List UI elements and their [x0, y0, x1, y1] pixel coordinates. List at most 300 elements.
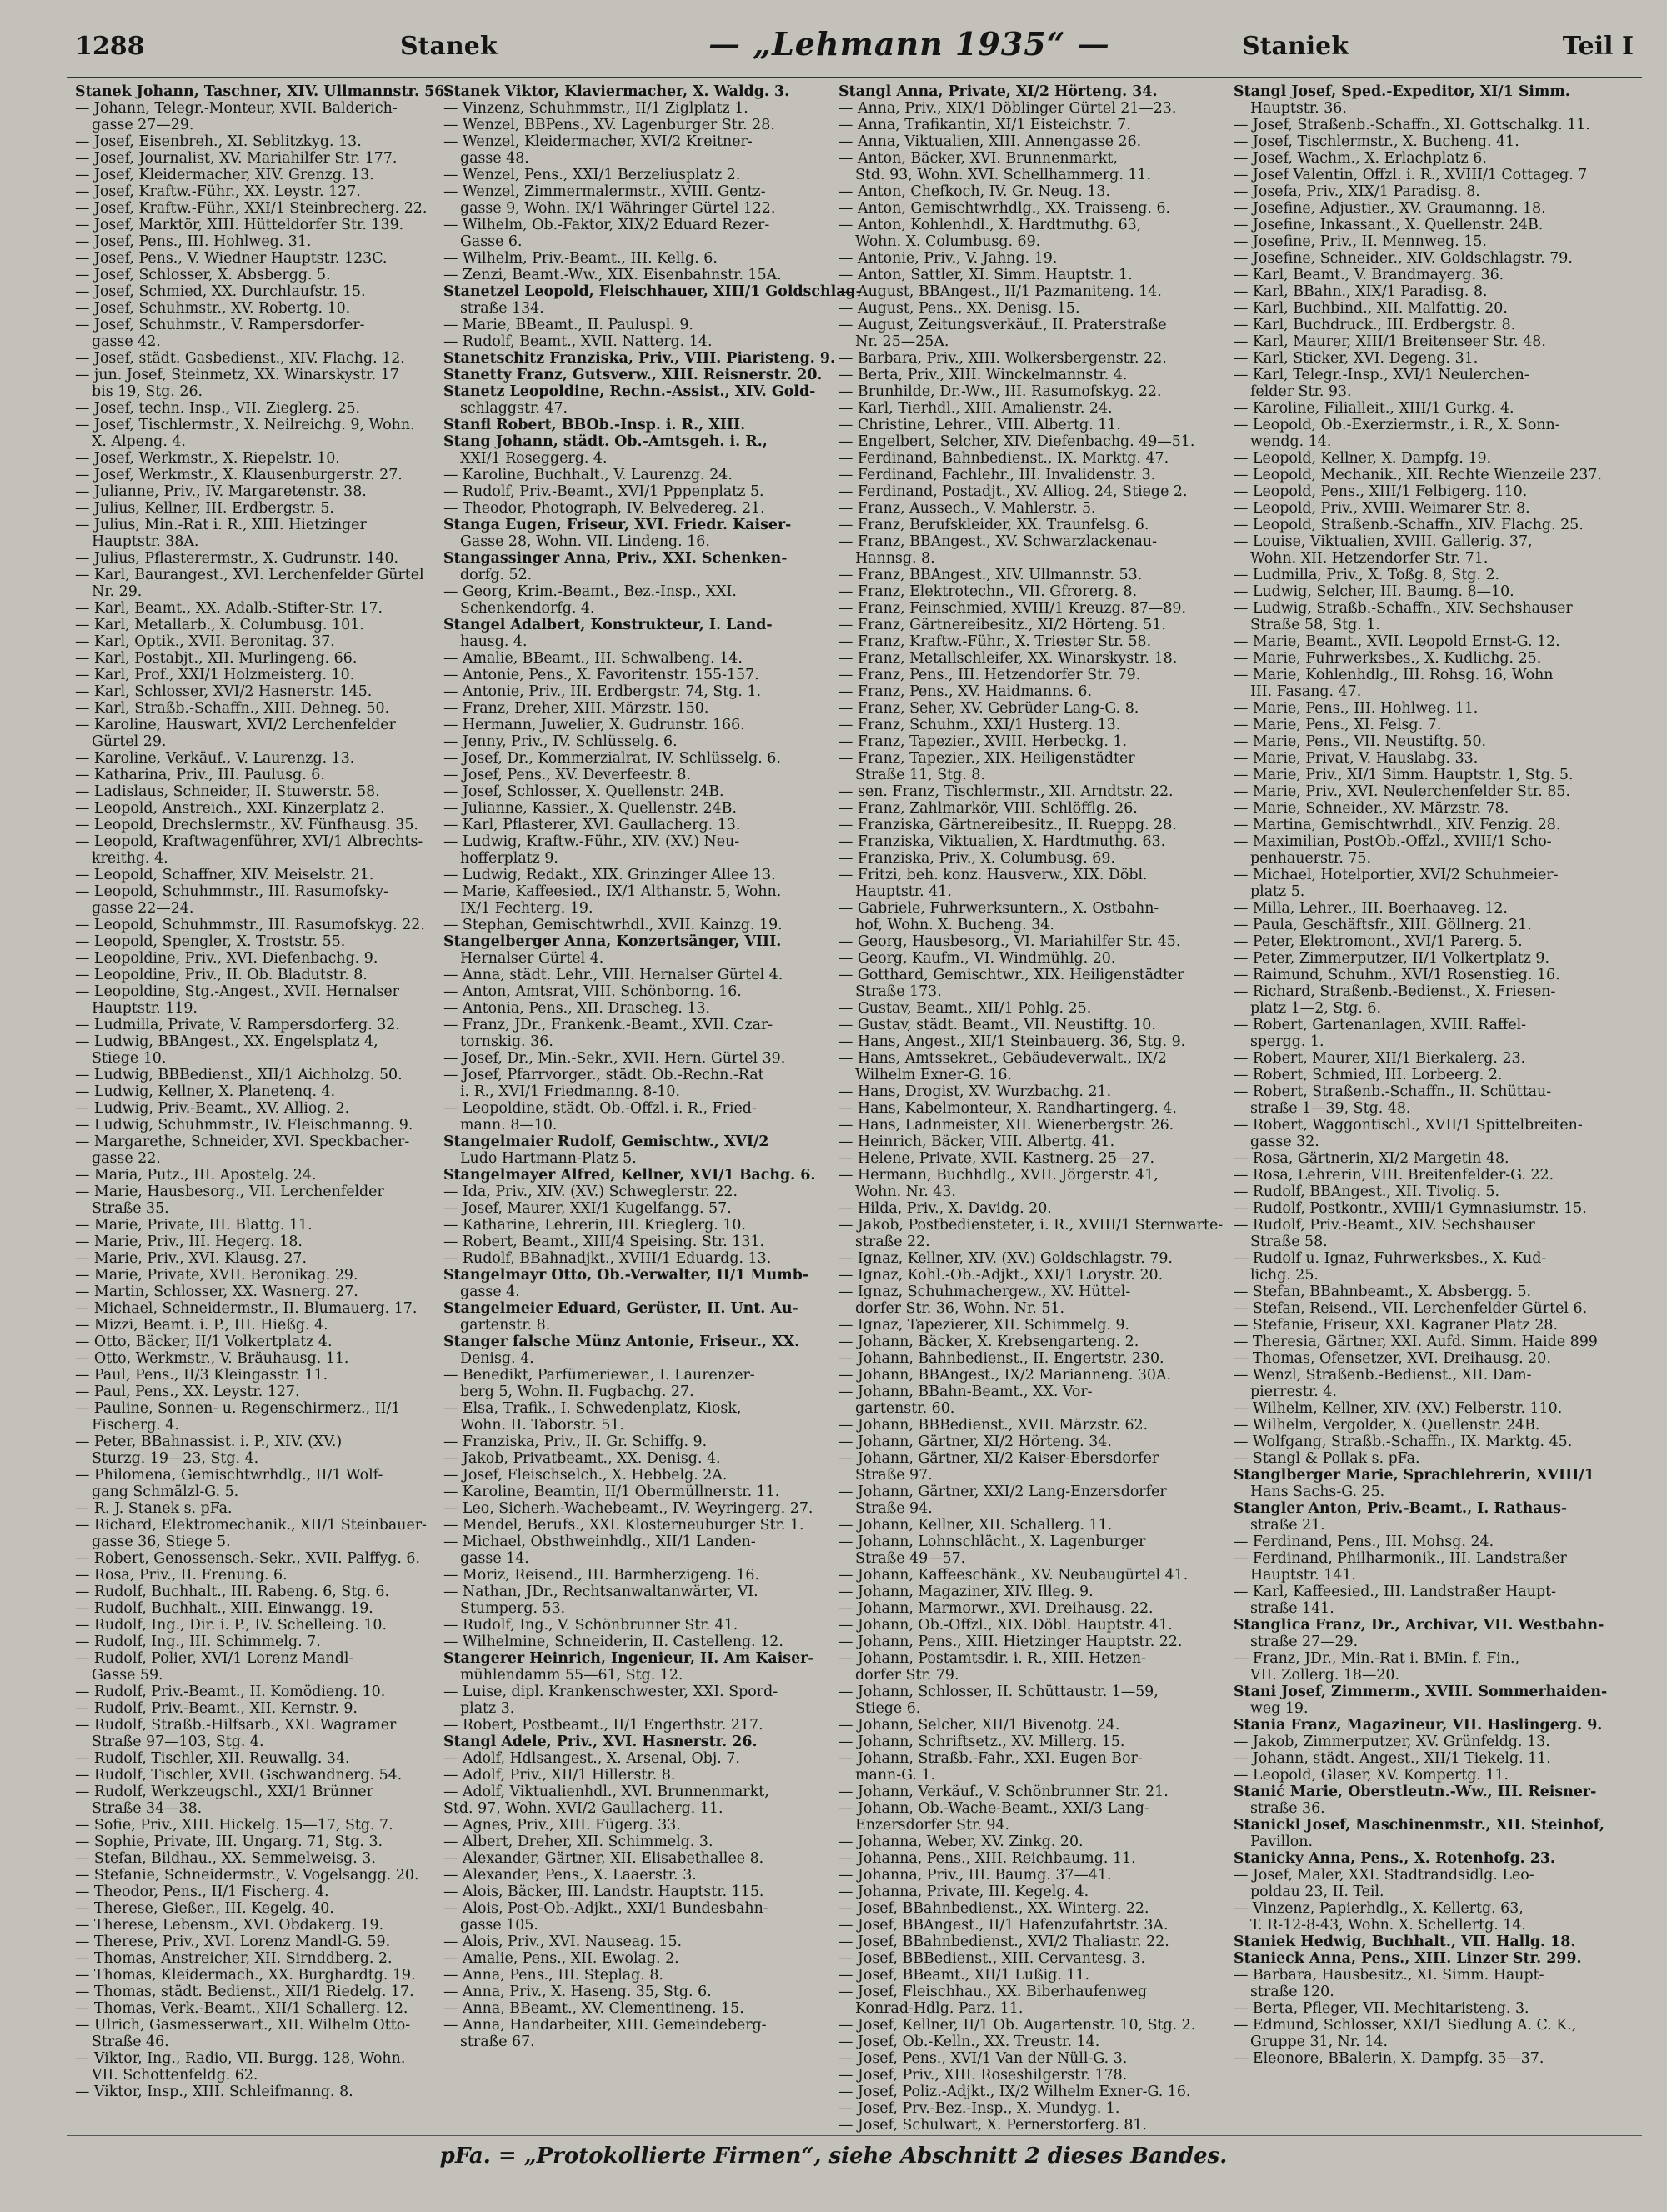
directory-entry: — Johann, Ob.-Offzl., XIX. Döbl. Hauptstr. 41.	[839, 1617, 1173, 1634]
surname-entry: Stangl Anna, Private, XI/2 Hörteng. 34.	[839, 83, 1158, 100]
directory-entry: Straße 35.	[92, 1200, 169, 1217]
directory-entry: — Jakob, Zimmerputzer, XV. Grünfeldg. 13.	[1234, 1734, 1550, 1750]
directory-entry: Stumperg. 53.	[460, 1600, 566, 1617]
directory-entry: — Louise, Viktualien, XVIII. Gallerig. 37,	[1234, 533, 1533, 550]
directory-entry: — Theresia, Gärtner, XXI. Aufd. Simm. Haide 899	[1234, 1334, 1598, 1350]
directory-entry: — Josefine, Adjustier., XV. Graumanng. 18.	[1234, 200, 1546, 217]
header-right-keyword: Staniek	[1242, 32, 1349, 61]
directory-entry: — Johanna, Priv., III. Baumg. 37—41.	[839, 1867, 1112, 1884]
directory-entry: — Josef, Fleischhau., XX. Biberhaufenweg	[839, 1984, 1148, 2000]
directory-entry: — Jenny, Priv., IV. Schlüsselg. 6.	[443, 733, 678, 750]
directory-entry: — Peter, BBahnassist. i. P., XIV. (XV.)	[75, 1434, 343, 1450]
directory-entry: — Leopoldine, Priv., XVI. Diefenbachg. 9.	[75, 950, 378, 967]
directory-entry: Hauptstr. 36.	[1250, 100, 1347, 117]
surname-entry: Stanfl Robert, BBOb.-Insp. i. R., XIII.	[443, 417, 746, 433]
directory-entry: — Johann, Schlosser, II. Schüttaustr. 1—59,	[839, 1684, 1159, 1700]
surname-entry: Stanga Eugen, Friseur, XVI. Friedr. Kaiser-	[443, 517, 792, 533]
directory-entry: — Rudolf, Buchhalt., XIII. Einwangg. 19.	[75, 1600, 373, 1617]
surname-entry: Stanglberger Marie, Sprachlehrerin, XVIII/1	[1234, 1467, 1594, 1484]
directory-entry: straße 134.	[460, 300, 544, 317]
directory-entry: — Wenzel, Kleidermacher, XVI/2 Kreitner-	[443, 133, 753, 150]
directory-entry: — Gotthard, Gemischtwr., XIX. Heiligenstädter	[839, 967, 1184, 983]
directory-entry: straße 21.	[1250, 1517, 1325, 1534]
directory-entry: — Albert, Dreher, XII. Schimmelg. 3.	[443, 1834, 713, 1850]
directory-entry: — Josef, Pens., XV. Deverfeestr. 8.	[443, 767, 691, 783]
directory-entry: hausg. 4.	[460, 633, 528, 650]
directory-entry: — Amalie, BBeamt., III. Schwalbeng. 14.	[443, 650, 743, 667]
directory-entry: Stiege 10.	[92, 1050, 167, 1067]
directory-entry: mann. 8—10.	[460, 1117, 558, 1134]
directory-entry: — Josef, BBahnbedienst., XX. Winterg. 22.	[839, 1900, 1149, 1917]
directory-entry: Fischerg. 4.	[92, 1417, 179, 1434]
directory-entry: — Josef, Prv.-Bez.-Insp., X. Mundyg. 1.	[839, 2100, 1120, 2117]
directory-entry: — Josef, Poliz.-Adjkt., IX/2 Wilhelm Exner-G. 16.	[839, 2084, 1191, 2100]
directory-entry: — Karl, Beamt., XX. Adalb.-Stifter-Str. 17.	[75, 600, 383, 617]
directory-entry: — Ludwig, Schuhmmstr., IV. Fleischmanng. 9.	[75, 1117, 413, 1134]
directory-entry: — Rudolf, Tischler, XVII. Gschwandnerg. 54.	[75, 1767, 403, 1784]
directory-entry: — Karl, Maurer, XIII/1 Breitenseer Str. 48.	[1234, 333, 1546, 350]
directory-entry: — Johann, Postamtsdir. i. R., XIII. Hetzen-	[839, 1650, 1147, 1667]
directory-entry: kreithg. 4.	[92, 850, 168, 867]
directory-entry: straße 120.	[1250, 1984, 1334, 2000]
directory-entry: mann-G. 1.	[855, 1767, 936, 1784]
directory-entry: — August, BBAngest., II/1 Pazmaniteng. 14.	[839, 283, 1162, 300]
directory-entry: — Barbara, Priv., XIII. Wolkersbergenstr. 22.	[839, 350, 1167, 367]
directory-entry: — Leopold, Anstreich., XXI. Kinzerplatz 2.	[75, 800, 385, 817]
directory-entry: straße 141.	[1250, 1600, 1334, 1617]
directory-entry: — Leopoldine, Stg.-Angest., XVII. Hernalser	[75, 983, 399, 1000]
directory-entry: — Thomas, Verk.-Beamt., XII/1 Schallerg. 12.	[75, 2000, 408, 2017]
directory-entry: T. R-12-8-43, Wohn. X. Schellertg. 14.	[1250, 1917, 1526, 1934]
directory-entry: straße 1—39, Stg. 48.	[1250, 1100, 1411, 1117]
directory-entry: Wohn. XII. Hetzendorfer Str. 71.	[1250, 550, 1489, 567]
directory-entry: — Vinzenz, Papierhdlg., X. Kellertg. 63,	[1234, 1900, 1524, 1917]
column-1	[73, 83, 465, 2117]
directory-entry: — Jakob, Postbediensteter, i. R., XVIII/1 Sternwarte-	[839, 1217, 1224, 1234]
directory-entry: — Ludwig, BBBedienst., XII/1 Aichholzg. 50.	[75, 1067, 403, 1083]
directory-entry: — Franz, Dreher, XIII. Märzstr. 150.	[443, 700, 709, 717]
column-4	[1232, 83, 1640, 2117]
directory-entry: Straße 94.	[855, 1500, 933, 1517]
directory-entry: — Johann, Verkäuf., V. Schönbrunner Str. 21.	[839, 1784, 1169, 1800]
directory-entry: — Franz, Tapezier., XVIII. Herbeckg. 1.	[839, 733, 1127, 750]
directory-entry: — Karl, BBahn., XIX/1 Paradisg. 8.	[1234, 283, 1488, 300]
directory-entry: — Franziska, Viktualien, X. Hardtmuthg. 63.	[839, 833, 1166, 850]
directory-entry: — Ladislaus, Schneider, II. Stuwerstr. 58.	[75, 783, 380, 800]
directory-entry: Hannsg. 8.	[855, 550, 935, 567]
directory-entry: — Paula, Geschäftsfr., XIII. Göllnerg. 21.	[1234, 917, 1532, 933]
directory-entry: Wohn. II. Taborstr. 51.	[460, 1417, 624, 1434]
directory-entry: — Josef, Kleidermacher, XIV. Grenzg. 13.	[75, 167, 374, 183]
directory-entry: hof, Wohn. X. Bucheng. 34.	[855, 917, 1054, 933]
directory-entry: — Ludwig, Straßb.-Schaffn., XIV. Sechshauser	[1234, 600, 1573, 617]
directory-entry: — Stefanie, Friseur, XXI. Kagraner Platz 28.	[1234, 1317, 1559, 1334]
directory-entry: — Leopold, Priv., XVIII. Weimarer Str. 8.	[1234, 500, 1530, 517]
directory-entry: Gasse 28, Wohn. VII. Lindeng. 16.	[460, 533, 710, 550]
directory-entry: — Georg, Krim.-Beamt., Bez.-Insp., XXI.	[443, 583, 737, 600]
directory-entry: — Leopold, Kraftwagenführer, XVI/1 Albrechts-	[75, 833, 423, 850]
directory-entry: penhauerstr. 75.	[1250, 850, 1372, 867]
directory-entry: Konrad-Hdlg. Parz. 11.	[855, 2000, 1024, 2017]
directory-entry: — Johann, Gärtner, XXI/2 Lang-Enzersdorfer	[839, 1484, 1167, 1500]
directory-entry: — Anna, Pens., III. Steplag. 8.	[443, 1967, 663, 1984]
directory-entry: — Leo, Sicherh.-Wachebeamt., IV. Weyringerg. 27.	[443, 1500, 813, 1517]
directory-entry: — Karl, Straßb.-Schaffn., XIII. Dehneg. 50.	[75, 700, 390, 717]
directory-entry: — Karl, Postabjt., XII. Murlingeng. 66.	[75, 650, 358, 667]
directory-entry: — Marie, Priv., XVI. Neulerchenfelder Str. 85.	[1234, 783, 1570, 800]
directory-entry: — Rudolf, Ing., Dir. i. P., IV. Schelleing. 10.	[75, 1617, 387, 1634]
directory-entry: — Johann, BBBedienst., XVII. Märzstr. 62.	[839, 1417, 1149, 1434]
directory-entry: weg 19.	[1250, 1700, 1309, 1717]
directory-entry: — Josef, Dr., Min.-Sekr., XVII. Hern. Gürtel 39.	[443, 1050, 786, 1067]
directory-entry: — Therese, Lebensm., XVI. Obdakerg. 19.	[75, 1917, 384, 1934]
directory-entry: — Josef, Fleischselch., X. Hebbelg. 2A.	[443, 1467, 728, 1484]
surname-entry: Stani Josef, Zimmerm., XVIII. Sommerhaiden-	[1234, 1684, 1608, 1700]
directory-entry: — Theodor, Photograph, IV. Belvedereg. 21.	[443, 500, 765, 517]
directory-entry: — Rudolf, Straßb.-Hilfsarb., XXI. Wagramer	[75, 1717, 397, 1734]
directory-entry: — Stefan, Reisend., VII. Lerchenfelder Gürtel 6.	[1234, 1300, 1588, 1317]
directory-entry: — Rudolf, BBahnadjkt., XVIII/1 Eduardg. 13.	[443, 1250, 772, 1267]
directory-entry: — Johann, Gärtner, XI/2 Hörteng. 34.	[839, 1434, 1112, 1450]
directory-entry: Straße 34—38.	[92, 1800, 203, 1817]
directory-entry: — Hans, Angest., XII/1 Steinbauerg. 36, Stg. 9.	[839, 1033, 1186, 1050]
directory-entry: — Robert, Waggontischl., XVII/1 Spittelbreiten-	[1234, 1117, 1583, 1134]
directory-entry: poldau 23, II. Teil.	[1250, 1884, 1384, 1900]
directory-entry: — Christine, Lehrer., VIII. Albertg. 11.	[839, 417, 1121, 433]
directory-entry: — Viktor, Ing., Radio, VII. Burgg. 128, Wohn.	[75, 2050, 406, 2067]
directory-entry: — Ferdinand, Postadjt., XV. Alliog. 24, Stiege 2.	[839, 483, 1188, 500]
directory-entry: — Josef, techn. Insp., VII. Zieglerg. 25.	[75, 400, 361, 417]
directory-entry: — Mizzi, Beamt. i. P., III. Hießg. 4.	[75, 1317, 328, 1334]
directory-entry: — Stefanie, Schneidermstr., V. Vogelsangg. 20.	[75, 1867, 419, 1884]
directory-entry: — Leopold, Schaffner, XIV. Meiselstr. 21.	[75, 867, 374, 883]
directory-entry: — Rosa, Lehrerin, VIII. Breitenfelder-G. 22.	[1234, 1167, 1554, 1184]
directory-entry: gasse 4.	[460, 1284, 520, 1300]
directory-entry: — Alexander, Pens., X. Laaerstr. 3.	[443, 1867, 697, 1884]
directory-entry: — Leopoldine, städt. Ob.-Offzl. i. R., Fried-	[443, 1100, 757, 1117]
directory-entry: — Karl, Sticker, XVI. Degeng. 31.	[1234, 350, 1479, 367]
surname-entry: Stanić Marie, Oberstleutn.-Ww., III. Reisner-	[1234, 1784, 1597, 1800]
directory-entry: Std. 93, Wohn. XVI. Schellhammerg. 11.	[855, 167, 1152, 183]
directory-entry: — Johann, städt. Angest., XII/1 Tiekelg. 11.	[1234, 1750, 1551, 1767]
directory-entry: — Josef, Straßenb.-Schaffn., XI. Gottschalkg. 11.	[1234, 117, 1590, 133]
directory-entry: — Martin, Schlosser, XX. Wasnerg. 27.	[75, 1284, 358, 1300]
directory-entry: — Franz, BBAngest., XV. Schwarzlackenau-	[839, 533, 1158, 550]
directory-entry: gasse 105.	[460, 1917, 538, 1934]
directory-entry: — Georg, Kaufm., VI. Windmühlg. 20.	[839, 950, 1116, 967]
directory-entry: — Franz, BBAngest., XIV. Ullmannstr. 53.	[839, 567, 1143, 583]
directory-entry: — Karoline, Filialleit., XIII/1 Gurkg. 4.	[1234, 400, 1514, 417]
directory-entry: — Margarethe, Schneider, XVI. Speckbacher-	[75, 1134, 410, 1150]
directory-entry: Straße 173.	[855, 983, 942, 1000]
directory-entry: — Marie, Private, III. Blattg. 11.	[75, 1217, 313, 1234]
directory-entry: — Johann, Kellner, XII. Schallerg. 11.	[839, 1517, 1113, 1534]
directory-entry: — Ida, Priv., XIV. (XV.) Schweglerstr. 22.	[443, 1184, 738, 1200]
directory-entry: — Gustav, städt. Beamt., VII. Neustiftg. 10.	[839, 1017, 1156, 1033]
directory-entry: Straße 46.	[92, 2034, 169, 2050]
directory-entry: — Anton, Amtsrat, VIII. Schönborng. 16.	[443, 983, 742, 1000]
directory-entry: — Anton, Sattler, XI. Simm. Hauptstr. 1.	[839, 267, 1133, 283]
directory-entry: — Josef, Pens., XVI/1 Van der Nüll-G. 3.	[839, 2050, 1128, 2067]
directory-entry: — Moriz, Reisend., III. Barmherzigeng. 16.	[443, 1567, 759, 1584]
directory-entry: — Marie, Beamt., XVII. Leopold Ernst-G. 12.	[1234, 633, 1560, 650]
directory-entry: Gruppe 31, Nr. 14.	[1250, 2034, 1389, 2050]
directory-entry: — Josef, Eisenbreh., XI. Seblitzkyg. 13.	[75, 133, 362, 150]
directory-entry: — Stefan, Bildhau., XX. Semmelweisg. 3.	[75, 1850, 376, 1867]
directory-entry: — Josef, Werkmstr., X. Riepelstr. 10.	[75, 450, 340, 467]
directory-entry: — Antonie, Priv., V. Jahng. 19.	[839, 250, 1058, 267]
directory-entry: — Franz, Schuhm., XXI/1 Husterg. 13.	[839, 717, 1121, 733]
directory-entry: — Viktor, Insp., XIII. Schleifmanng. 8.	[75, 2084, 353, 2100]
directory-entry: i. R., XVI/1 Friedmanng. 8-10.	[460, 1083, 680, 1100]
directory-entry: wendg. 14.	[1250, 433, 1332, 450]
directory-entry: — Theodor, Pens., II/1 Fischerg. 4.	[75, 1884, 329, 1900]
directory-entry: — Hermann, Buchhdlg., XVII. Jörgerstr. 41,	[839, 1167, 1159, 1184]
directory-entry: — Ludwig, Kraftw.-Führ., XIV. (XV.) Neu-	[443, 833, 740, 850]
surname-entry: Stangelmayer Alfred, Kellner, XVI/1 Bachg. 6.	[443, 1167, 816, 1184]
directory-entry: XXI/1 Roseggerg. 4.	[460, 450, 608, 467]
directory-entry: — Marie, Priv., III. Hegerg. 18.	[75, 1234, 303, 1250]
directory-entry: — Ferdinand, Pens., III. Mohsg. 24.	[1234, 1534, 1494, 1550]
directory-entry: — Rudolf, Buchhalt., III. Rabeng. 6, Stg. 6.	[75, 1584, 390, 1600]
directory-entry: — Georg, Hausbesorg., VI. Mariahilfer Str. 45.	[839, 933, 1181, 950]
directory-entry: — Paul, Pens., XX. Leystr. 127.	[75, 1384, 300, 1400]
directory-entry: — Ferdinand, Philharmonik., III. Landstraßer	[1234, 1550, 1567, 1567]
directory-entry: — Wilhelm, Ob.-Faktor, XIX/2 Eduard Rezer-	[443, 217, 770, 233]
directory-entry: — Anton, Bäcker, XVI. Brunnenmarkt,	[839, 150, 1118, 167]
page-header	[75, 23, 1642, 73]
directory-entry: VII. Schottenfeldg. 62.	[92, 2067, 258, 2084]
directory-entry: — Rudolf, Beamt., XVII. Natterg. 14.	[443, 333, 713, 350]
directory-entry: Gürtel 29.	[92, 733, 167, 750]
directory-entry: — Karl, Tierhdl., XIII. Amalienstr. 24.	[839, 400, 1113, 417]
directory-entry: — Johann, Bäcker, X. Krebsengarteng. 2.	[839, 1334, 1139, 1350]
directory-entry: — Josef, Pfarrvorger., städt. Ob.-Rechn.-Rat	[443, 1067, 764, 1083]
directory-entry: Wohn. X. Columbusg. 69.	[855, 233, 1041, 250]
directory-entry: Straße 97—103, Stg. 4.	[92, 1734, 264, 1750]
surname-entry: Stangelmeier Eduard, Gerüster, II. Unt. Au-	[443, 1300, 798, 1317]
directory-entry: — Rudolf, Ing., III. Schimmelg. 7.	[75, 1634, 321, 1650]
directory-entry: — Otto, Werkmstr., V. Bräuhausg. 11.	[75, 1350, 349, 1367]
directory-entry: — Leopold, Spengler, X. Troststr. 55.	[75, 933, 346, 950]
directory-entry: — Karl, Telegr.-Insp., XVI/1 Neulerchen-	[1234, 367, 1529, 383]
directory-entry: — Thomas, städt. Bedienst., XII/1 Riedelg. 17.	[75, 1984, 414, 2000]
directory-entry: VII. Zollerg. 18—20.	[1250, 1667, 1400, 1684]
directory-entry: — Adolf, Priv., XII/1 Hillerstr. 8.	[443, 1767, 676, 1784]
directory-entry: — Philomena, Gemischtwrhdlg., II/1 Wolf-	[75, 1467, 383, 1484]
directory-entry: — Josef, Dr., Kommerzialrat, IV. Schlüsselg. 6.	[443, 750, 781, 767]
directory-entry: — Josef, Werkmstr., X. Klausenburgerstr. 27.	[75, 467, 403, 483]
directory-entry: gasse 14.	[460, 1550, 529, 1567]
directory-entry: — Benedikt, Parfümeriewar., I. Laurenzer-	[443, 1367, 755, 1384]
directory-entry: — Franz, Metallschleifer, XX. Winarskystr. 18.	[839, 650, 1178, 667]
directory-entry: — Peter, Elektromont., XVI/1 Parerg. 5.	[1234, 933, 1523, 950]
directory-entry: straße 22.	[855, 1234, 930, 1250]
directory-entry: — Berta, Pfleger, VII. Mechitaristeng. 3.	[1234, 2000, 1529, 2017]
directory-entry: — Johanna, Pens., XIII. Reichbaumg. 11.	[839, 1850, 1136, 1867]
directory-entry: — Johanna, Weber, XV. Zinkg. 20.	[839, 1834, 1084, 1850]
directory-entry: — Johann, Lohnschlächt., X. Lagenburger	[839, 1534, 1146, 1550]
directory-entry: — Wolfgang, Straßb.-Schaffn., IX. Marktg. 45.	[1234, 1434, 1573, 1450]
directory-entry: — Anna, Priv., XIX/1 Döblinger Gürtel 21—23.	[839, 100, 1177, 117]
directory-entry: — Josef, Kraftw.-Führ., XXI/1 Steinbrecherg. 22.	[75, 200, 428, 217]
directory-entry: — Robert, Straßenb.-Schaffn., II. Schüttau-	[1234, 1083, 1552, 1100]
directory-entry: — Robert, Beamt., XIII/4 Speising. Str. 131.	[443, 1234, 765, 1250]
directory-entry: — Josefa, Priv., XIX/1 Paradisg. 8.	[1234, 183, 1480, 200]
directory-entry: — jun. Josef, Steinmetz, XX. Winarskystr. 17	[75, 367, 399, 383]
directory-entry: gasse 27—29.	[92, 117, 194, 133]
directory-entry: — Wilhelm, Vergolder, X. Quellenstr. 24B.	[1234, 1417, 1540, 1434]
directory-entry: — Marie, Pens., III. Hohlweg. 11.	[1234, 700, 1479, 717]
directory-entry: Hauptstr. 38A.	[92, 533, 199, 550]
header-title: — „Lehmann 1935“ —	[708, 25, 1110, 63]
directory-entry: — Barbara, Hausbesitz., XI. Simm. Haupt-	[1234, 1967, 1544, 1984]
directory-entry: — Josef, Pens., III. Hohlweg. 31.	[75, 233, 312, 250]
directory-entry: — Pauline, Sonnen- u. Regenschirmerz., II/1	[75, 1400, 401, 1417]
directory-entry: — Agnes, Priv., XIII. Fügerg. 33.	[443, 1817, 681, 1834]
directory-entry: — Marie, Pens., XI. Felsg. 7.	[1234, 717, 1442, 733]
directory-entry: — Marie, Kohlenhdlg., III. Rohsg. 16, Wohn	[1234, 667, 1554, 683]
directory-entry: — Ferdinand, Bahnbedienst., IX. Marktg. 47.	[839, 450, 1169, 467]
directory-entry: — Paul, Pens., II/3 Kleingasstr. 11.	[75, 1367, 328, 1384]
directory-entry: — Anton, Gemischtwrhdlg., XX. Traisseng. 6.	[839, 200, 1171, 217]
directory-entry: gasse 42.	[92, 333, 161, 350]
surname-entry: Stanetzel Leopold, Fleischhauer, XIII/1 Goldschlag-	[443, 283, 862, 300]
directory-entry: — Josef, Maurer, XXI/1 Kugelfangg. 57.	[443, 1200, 732, 1217]
directory-entry: — Hilda, Priv., X. Davidg. 20.	[839, 1200, 1052, 1217]
directory-entry: — Karl, Beamt., V. Brandmayerg. 36.	[1234, 267, 1504, 283]
directory-entry: — Therese, Gießer., III. Kegelg. 40.	[75, 1900, 334, 1917]
directory-entry: platz 3.	[460, 1700, 515, 1717]
directory-entry: — Josef, Kellner, II/1 Ob. Augartenstr. 10, Stg. 2.	[839, 2017, 1196, 2034]
directory-entry: — Richard, Straßenb.-Bedienst., X. Friesen-	[1234, 983, 1556, 1000]
directory-entry: — Franziska, Priv., X. Columbusg. 69.	[839, 850, 1115, 867]
surname-entry: Stangler Anton, Priv.-Beamt., I. Rathaus-	[1234, 1500, 1568, 1517]
directory-entry: — Karoline, Verkäuf., V. Laurenzg. 13.	[75, 750, 355, 767]
directory-entry: — Josef, Maler, XXI. Stadtrandsidlg. Leo-	[1234, 1867, 1534, 1884]
directory-entry: — Milla, Lehrer., III. Boerhaaveg. 12.	[1234, 900, 1508, 917]
directory-entry: IX/1 Fechterg. 19.	[460, 900, 593, 917]
surname-entry: Stangl Josef, Sped.-Expeditor, XI/1 Simm.	[1234, 83, 1570, 100]
directory-entry: — Katharina, Priv., III. Paulusg. 6.	[75, 767, 325, 783]
directory-entry: — Ignaz, Kohl.-Ob.-Adjkt., XXI/1 Lorystr. 20.	[839, 1267, 1164, 1284]
directory-entry: — Josef, BBahnbedienst., XVI/2 Thaliastr. 22.	[839, 1934, 1169, 1950]
directory-entry: — Ignaz, Tapezierer, XII. Schimmelg. 9.	[839, 1317, 1130, 1334]
directory-entry: — Jakob, Privatbeamt., XX. Denisg. 4.	[443, 1450, 721, 1467]
directory-entry: — Marie, Kaffeesied., IX/1 Althanstr. 5, Wohn.	[443, 883, 782, 900]
directory-entry: — Johann, Marmorwr., XVI. Dreihausg. 22.	[839, 1600, 1154, 1617]
directory-entry: gasse 48.	[460, 150, 529, 167]
directory-entry: berg 5, Wohn. II. Fugbachg. 27.	[460, 1384, 694, 1400]
directory-entry: — Josef, Ob.-Kelln., XX. Treustr. 14.	[839, 2034, 1100, 2050]
directory-entry: Sturzg. 19—23, Stg. 4.	[92, 1450, 259, 1467]
directory-entry: — Rudolf, Priv.-Beamt., XII. Kernstr. 9.	[75, 1700, 358, 1717]
surname-entry: Stanickl Josef, Maschinenmstr., XII. Steinhof,	[1234, 1817, 1604, 1834]
directory-entry: — Wenzl, Straßenb.-Bedienst., XII. Dam-	[1234, 1367, 1532, 1384]
directory-entry: — Josef, BBBedienst., XIII. Cervantesg. 3.	[839, 1950, 1146, 1967]
directory-entry: — Alois, Post-Ob.-Adjkt., XXI/1 Bundesbahn-	[443, 1900, 768, 1917]
directory-entry: — Josef, Priv., XIII. Roseshilgerstr. 178.	[839, 2067, 1128, 2084]
directory-entry: — Franz, Seher, XV. Gebrüder Lang-G. 8.	[839, 700, 1139, 717]
directory-entry: — Leopold, Ob.-Exerziermstr., i. R., X. Sonn-	[1234, 417, 1560, 433]
directory-entry: Hauptstr. 141.	[1250, 1567, 1356, 1584]
surname-entry: Stania Franz, Magazineur, VII. Haslingerg. 9.	[1234, 1717, 1603, 1734]
directory-entry: — Adolf, Hdlsangest., X. Arsenal, Obj. 7.	[443, 1750, 740, 1767]
directory-entry: — Marie, Priv., XI/1 Simm. Hauptstr. 1, Stg. 5.	[1234, 767, 1574, 783]
directory-entry: — Johann, Selcher, XII/1 Bivenotg. 24.	[839, 1717, 1120, 1734]
directory-entry: — Josef, Journalist, XV. Mariahilfer Str. 177.	[75, 150, 398, 167]
directory-entry: Std. 97, Wohn. XVI/2 Gaullacherg. 11.	[443, 1800, 723, 1817]
directory-entry: — Otto, Bäcker, II/1 Volkertplatz 4.	[75, 1334, 333, 1350]
header-left-keyword: Stanek	[400, 32, 498, 61]
directory-entry: — Thomas, Ofensetzer, XVI. Dreihausg. 20.	[1234, 1350, 1551, 1367]
directory-entry: — R. J. Stanek s. pFa.	[75, 1500, 233, 1517]
directory-entry: Gasse 6.	[460, 233, 523, 250]
directory-entry: — Anna, BBeamt., XV. Clementineng. 15.	[443, 2000, 744, 2017]
directory-entry: — Karl, Schlosser, XVI/2 Hasnerstr. 145.	[75, 683, 373, 700]
directory-entry: — Leopold, Schuhmmstr., III. Rasumofskyg. 22.	[75, 917, 425, 933]
directory-entry: felder Str. 93.	[1250, 383, 1352, 400]
directory-entry: — Alois, Bäcker, III. Landstr. Hauptstr. 115.	[443, 1884, 764, 1900]
directory-entry: Straße 49—57.	[855, 1550, 966, 1567]
directory-entry: — Wenzel, BBPens., XV. Lagenburger Str. 28.	[443, 117, 775, 133]
directory-entry: — Anna, Viktualien, XIII. Annengasse 26.	[839, 133, 1142, 150]
directory-entry: — Leopoldine, Priv., II. Ob. Bladutstr. 8.	[75, 967, 368, 983]
directory-entry: — Vinzenz, Schuhmmstr., II/1 Ziglplatz 1.	[443, 100, 748, 117]
directory-entry: Pavillon.	[1250, 1834, 1313, 1850]
directory-entry: Denisg. 4.	[460, 1350, 534, 1367]
directory-entry: Gasse 59.	[92, 1667, 163, 1684]
directory-entry: — Thomas, Anstreicher, XII. Sirnddberg. 2.	[75, 1950, 393, 1967]
surname-entry: Staniek Hedwig, Buchhalt., VII. Hallg. 18.	[1234, 1934, 1576, 1950]
directory-entry: — Mendel, Berufs., XXI. Klosterneuburger Str. 1.	[443, 1517, 804, 1534]
page-footer-note: pFa. = „Protokollierte Firmen“, siehe Abschnitt 2 dieses Bandes.	[439, 2144, 1228, 2169]
directory-entry: — Josef, Schuhmstr., XV. Robertg. 10.	[75, 300, 351, 317]
directory-entry: dorfg. 52.	[460, 567, 533, 583]
directory-entry: — Hans, Amtssekret., Gebäudeverwalt., IX/2	[839, 1050, 1167, 1067]
column-2	[442, 83, 862, 2117]
directory-entry: lichg. 25.	[1250, 1267, 1319, 1284]
directory-entry: — Josefine, Schneider., XIV. Goldschlagstr. 79.	[1234, 250, 1573, 267]
directory-entry: — Antonie, Priv., III. Erdbergstr. 74, Stg. 1.	[443, 683, 762, 700]
directory-entry: — Marie, Hausbesorg., VII. Lerchenfelder	[75, 1184, 384, 1200]
surname-entry: Stangelmayr Otto, Ob.-Verwalter, II/1 Mumb-	[443, 1267, 809, 1284]
page-number: 1288	[75, 32, 145, 61]
directory-entry: — Karl, Pflasterer, XVI. Gaullacherg. 13.	[443, 817, 741, 833]
directory-entry: — Adolf, Viktualienhdl., XVI. Brunnenmarkt,	[443, 1784, 769, 1800]
directory-entry: gartenstr. 60.	[855, 1400, 955, 1417]
directory-entry: — Julius, Min.-Rat i. R., XIII. Hietzinger	[75, 517, 367, 533]
directory-entry: gasse 32.	[1250, 1134, 1319, 1150]
surname-entry: Stang Johann, städt. Ob.-Amtsgeh. i. R.,	[443, 433, 768, 450]
directory-entry: — Stephan, Gemischtwrhdl., XVII. Kainzg. 19.	[443, 917, 783, 933]
directory-entry: — Robert, Schmied, III. Lorbeerg. 2.	[1234, 1067, 1503, 1083]
directory-entry: Wohn. Nr. 43.	[855, 1184, 956, 1200]
directory-entry: — Franz, Gärtnereibesitz., XI/2 Hörteng. 51.	[839, 617, 1166, 633]
column-3	[837, 83, 1229, 2134]
directory-entry: — Franz, Zahlmarkör, VIII. Schlöfflg. 26.	[839, 800, 1138, 817]
directory-entry: — Rudolf, Priv.-Beamt., II. Komödieng. 10.	[75, 1684, 386, 1700]
directory-entry: — Wilhelm, Priv.-Beamt., III. Kellg. 6.	[443, 250, 718, 267]
directory-entry: — Johann, Gärtner, XI/2 Kaiser-Ebersdorfer	[839, 1450, 1159, 1467]
directory-entry: — Josef, BBAngest., II/1 Hafenzufahrtstr. 3A.	[839, 1917, 1169, 1934]
directory-entry: — Sophie, Private, III. Ungarg. 71, Stg. 3.	[75, 1834, 383, 1850]
directory-entry: — Michael, Obsthweinhdlg., XII/1 Landen-	[443, 1534, 756, 1550]
directory-entry: — Josef, Schulwart, X. Pernerstorferg. 81.	[839, 2117, 1148, 2134]
directory-entry: — Anton, Chefkoch, IV. Gr. Neug. 13.	[839, 183, 1110, 200]
directory-entry: — Karl, Optik., XVII. Beronitag. 37.	[75, 633, 335, 650]
directory-entry: — Franz, Tapezier., XIX. Heiligenstädter	[839, 750, 1135, 767]
